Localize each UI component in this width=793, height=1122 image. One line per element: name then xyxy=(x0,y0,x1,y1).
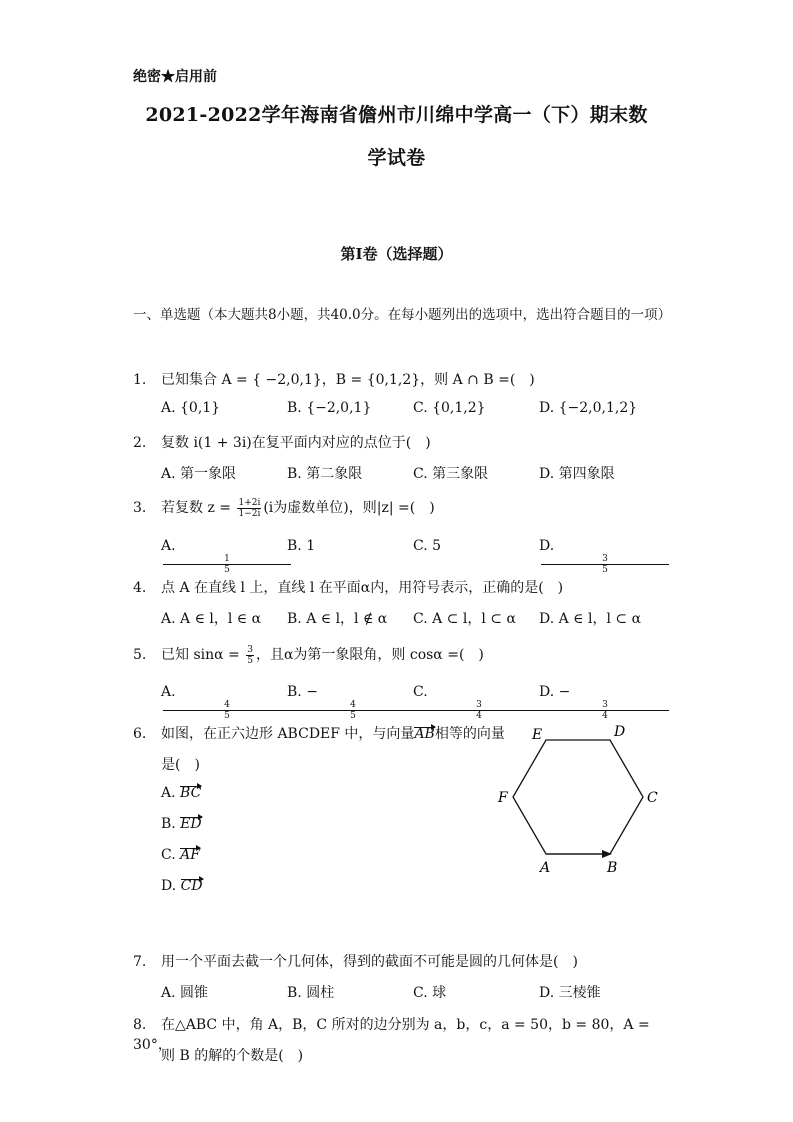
question-8-stem-line2: 则 B 的解的个数是( ) xyxy=(161,1048,304,1064)
vector: BC xyxy=(180,785,202,801)
question-5 xyxy=(133,644,693,666)
fraction-denominator: 5 xyxy=(350,711,356,721)
option-c xyxy=(161,847,200,863)
option-a xyxy=(161,538,287,575)
option-d: D. {−2,0,1,2} xyxy=(539,400,638,416)
question-stem-post: 相等的向量 xyxy=(434,726,505,742)
option-a: A. {0,1} xyxy=(161,400,221,416)
question-2 xyxy=(133,432,693,452)
question-1 xyxy=(133,369,693,389)
option-label: C. xyxy=(413,684,428,700)
option-label: D. − xyxy=(539,684,571,700)
fraction-numerator: 3 xyxy=(247,644,253,655)
option-b xyxy=(287,684,413,721)
question-number: 1. xyxy=(133,372,147,388)
option-b: B. {−2,0,1} xyxy=(287,400,372,416)
vertex-label-c: C xyxy=(647,790,658,806)
question-stem-pre: 如图，在正六边形 ABCDEF 中，与向量 xyxy=(161,726,415,742)
question-stem-pre: 已知 sinα = xyxy=(161,647,245,663)
vector: AF xyxy=(180,847,200,863)
option-d: D. A ∈ l，l ⊂ α xyxy=(539,611,642,627)
option-label: A. xyxy=(161,684,176,700)
option-b xyxy=(161,816,202,832)
vertex-label-e: E xyxy=(532,727,543,743)
question-3 xyxy=(133,497,693,519)
option-a: A. A ∈ l，l ∈ α xyxy=(161,611,262,627)
vertex-label-b: B xyxy=(607,860,618,876)
vector: ED xyxy=(180,816,202,832)
fraction-denominator: 5 xyxy=(224,711,230,721)
question-number: 2. xyxy=(133,435,147,451)
secret-label: 绝密★启用前 xyxy=(133,69,217,85)
question-7 xyxy=(133,951,693,971)
option-label: D. xyxy=(539,538,555,554)
question-1-options xyxy=(161,400,681,416)
fraction-denominator: 4 xyxy=(602,711,608,721)
fraction-denominator: 5 xyxy=(224,565,230,575)
option-c: C. 球 xyxy=(413,985,447,1001)
section-instructions: 一、单选题（本大题共8小题，共40.0分。在每小题列出的选项中，选出符合题目的一项） xyxy=(133,307,672,323)
option-a xyxy=(161,785,201,801)
fraction xyxy=(237,498,261,519)
question-stem: 用一个平面去截一个几何体，得到的截面不可能是圆的几何体是( ) xyxy=(161,954,578,970)
question-number: 3. xyxy=(133,500,147,516)
option-c: C. A ⊂ l，l ⊂ α xyxy=(413,611,516,627)
fraction-numerator: 1+2i xyxy=(238,497,261,508)
question-5-options xyxy=(161,684,681,721)
option-label: A. xyxy=(161,785,181,801)
exam-title-line2: 学试卷 xyxy=(367,147,426,169)
option-label: A. xyxy=(161,538,176,554)
hexagon-figure xyxy=(490,718,670,883)
option-b: B. A ∈ l，l ∉ α xyxy=(287,611,388,627)
option-a xyxy=(161,684,287,721)
question-6 xyxy=(133,723,513,743)
fraction-numerator: 3 xyxy=(415,700,543,711)
fraction-numerator: 1 xyxy=(163,554,291,565)
fraction xyxy=(541,554,667,575)
question-number: 7. xyxy=(133,954,147,970)
option-c xyxy=(413,684,539,721)
question-stem: 在△ABC 中，角 A，B，C 所对的边分别为 a，b，c，a = 50，b = 80，A = 30°， xyxy=(133,1017,650,1053)
question-2-options xyxy=(161,463,681,483)
vector: CD xyxy=(180,878,203,894)
fraction-numerator: 4 xyxy=(289,700,417,711)
vertex-label-a: A xyxy=(540,860,551,876)
fraction-denominator: 5 xyxy=(602,565,608,575)
option-a: A. 圆锥 xyxy=(161,985,209,1001)
option-a: A. 第一象限 xyxy=(161,466,237,482)
option-d xyxy=(539,684,665,721)
fraction xyxy=(246,645,254,666)
question-stem: 已知集合 A = { −2,0,1}，B = {0,1,2}，则 A ∩ B =( ) xyxy=(161,372,535,388)
fraction xyxy=(289,700,415,721)
fraction-numerator: 3 xyxy=(541,554,669,565)
fraction-numerator: 3 xyxy=(541,700,669,711)
option-c: C. {0,1,2} xyxy=(413,400,486,416)
arrowhead xyxy=(602,850,612,858)
vertex-label-f: F xyxy=(498,790,508,806)
option-d xyxy=(539,538,665,575)
question-stem: 点 A 在直线 l 上，直线 l 在平面α内，用符号表示，正确的是( ) xyxy=(161,580,564,596)
option-label: D. xyxy=(161,878,181,894)
vector: AB xyxy=(414,726,435,742)
question-stem-post: ，且α为第一象限角，则 cosα =( ) xyxy=(255,647,484,663)
question-7-options xyxy=(161,982,681,1002)
question-stem: 复数 i(1 + 3i)在复平面内对应的点位于( ) xyxy=(161,435,431,451)
fraction-denominator: 1−2i xyxy=(238,508,261,519)
question-stem-pre: 若复数 z = xyxy=(161,500,236,516)
question-6-stem-line2: 是( ) xyxy=(161,757,200,773)
option-c: C. 5 xyxy=(413,538,442,554)
question-4-options xyxy=(161,608,681,628)
fraction-denominator: 5 xyxy=(247,655,253,666)
option-b: B. 1 xyxy=(287,538,316,554)
option-d: D. 三棱锥 xyxy=(539,985,601,1001)
option-b: B. 圆柱 xyxy=(287,985,335,1001)
question-3-options xyxy=(161,538,681,575)
vertex-label-d: D xyxy=(614,724,626,740)
exam-title-line1: 2021-2022学年海南省儋州市川绵中学高一（下）期末数 xyxy=(145,104,648,126)
question-number: 4. xyxy=(133,580,147,596)
fraction xyxy=(163,700,289,721)
hexagon-shape xyxy=(513,740,643,854)
option-d xyxy=(161,878,203,894)
question-stem-post: (i为虚数单位)，则|z| =( ) xyxy=(263,500,435,516)
option-d: D. 第四象限 xyxy=(539,466,615,482)
question-number: 8. xyxy=(133,1017,147,1033)
fraction-numerator: 4 xyxy=(163,700,291,711)
option-label: B. xyxy=(161,816,181,832)
option-b: B. 第二象限 xyxy=(287,466,363,482)
option-label: B. − xyxy=(287,684,318,700)
question-number: 5. xyxy=(133,647,147,663)
part-heading: 第I卷（选择题） xyxy=(340,245,453,263)
option-c: C. 第三象限 xyxy=(413,466,489,482)
fraction xyxy=(163,554,289,575)
option-label: C. xyxy=(161,847,181,863)
question-4 xyxy=(133,577,693,597)
fraction-denominator: 4 xyxy=(476,711,482,721)
question-number: 6. xyxy=(133,726,147,742)
